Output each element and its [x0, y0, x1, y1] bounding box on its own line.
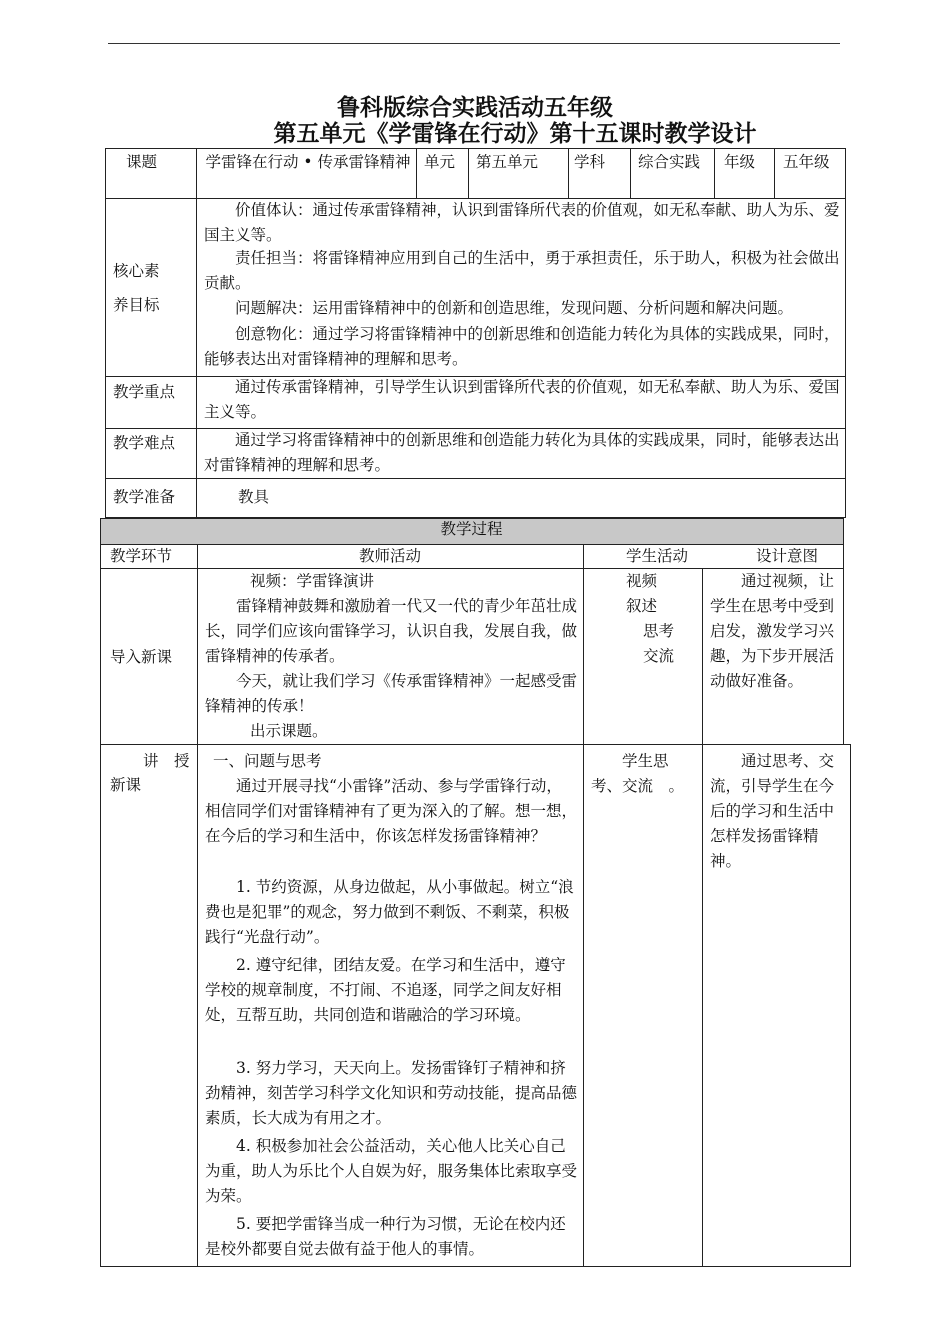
- intro-student-2: 叙述: [626, 597, 658, 615]
- difficulty-text: 通过学习将雷锋精神中的创新思维和创造能力转化为具体的实践成果，同时，能够表达出对雷锋精神的理解和思考。: [204, 431, 840, 474]
- intro-stage: 导入新课: [110, 648, 173, 666]
- core-goal-value: 价值体认：通过传承雷锋精神，认识到雷锋所代表的价值观，如无私奉献、助人为乐、爱国主义等。: [204, 201, 840, 244]
- core-goals-label: 核心素养目标: [113, 262, 160, 314]
- lesson-item-5: 5. 要把学雷锋当成一种行为习惯，无论在校内还是校外都要自觉去做有益于他人的事情。: [205, 1215, 566, 1258]
- intro-paragraph: 雷锋精神鼓舞和激励着一代又一代的青少年茁壮成长，同学们应该向雷锋学习，认识自我，发展自我，做雷锋精神的传承者。: [205, 597, 578, 665]
- lesson-stage-2: 新课: [110, 776, 142, 794]
- prep-text: 教具: [238, 488, 270, 506]
- prep-label: 教学准备: [113, 488, 176, 506]
- lesson-heading: 一、问题与思考: [213, 752, 322, 770]
- grade-label: 年级: [724, 153, 756, 171]
- process-header: 教学过程: [440, 520, 503, 538]
- intro-student-3: 思考: [643, 622, 675, 640]
- lesson-item-2: 2. 遵守纪律，团结友爱。在学习和生活中，遵守学校的规章制度，不打闹、不追逐，同学之间友好相处，互帮互助，共同创造和谐融洽的学习环境。: [205, 956, 566, 1024]
- subject-value: 综合实践: [638, 153, 701, 171]
- subject-label: 学科: [574, 153, 606, 171]
- intro-student-1: 视频: [626, 572, 658, 590]
- lesson-design: 通过思考、交流，引导学生在今后的学习和生活中怎样发扬雷锋精神。: [710, 752, 835, 870]
- col-stage: 教学环节: [110, 547, 173, 565]
- key-point-text: 通过传承雷锋精神，引导学生认识到雷锋所代表的价值观，如无私奉献、助人为乐、爱国主义等。: [204, 378, 840, 421]
- topic-value: 学雷锋在行动 • 传承雷锋精神: [205, 153, 411, 171]
- intro-video: 视频：学雷锋演讲: [250, 572, 375, 590]
- lesson-item-4: 4. 积极参加社会公益活动，关心他人比关心自己为重，助人为乐比个人自娱为好，服务集体比索取享受为荣。: [205, 1137, 578, 1205]
- lesson-item-3: 3. 努力学习，天天向上。发扬雷锋钉子精神和挤劲精神，刻苦学习科学文化知识和劳动技能，提高品德素质，长大成为有用之才。: [205, 1059, 578, 1127]
- intro-student-4: 交流: [643, 647, 675, 665]
- intro-show-title: 出示课题。: [250, 722, 328, 740]
- col-design: 设计意图: [756, 547, 819, 565]
- unit-value: 第五单元: [476, 153, 539, 171]
- col-student: 学生活动: [626, 547, 689, 565]
- doc-title: 鲁科版综合实践活动五年级: [337, 95, 613, 121]
- core-goal-creativity: 创意物化：通过学习将雷锋精神中的创新思维和创造能力转化为具体的实践成果，同时，能够表达出对雷锋精神的理解和思考。: [204, 325, 840, 368]
- lesson-stage-1: 讲 授: [143, 752, 190, 770]
- unit-label: 单元: [424, 153, 456, 171]
- doc-subtitle: 第五单元《学雷锋在行动》第十五课时教学设计: [273, 121, 757, 147]
- difficulty-label: 教学难点: [113, 434, 176, 452]
- col-teacher: 教师活动: [358, 547, 421, 565]
- lesson-item-1: 1. 节约资源，从身边做起，从小事做起。树立“浪费也是犯罪”的观念，努力做到不剩饭、不剩菜，积极践行“光盘行动”。: [205, 878, 574, 946]
- lesson-intro: 通过开展寻找“小雷锋”活动、参与学雷锋行动，相信同学们对雷锋精神有了更为深入的了解。想一想，在今后的学习和生活中，你该怎样发扬雷锋精神？: [205, 777, 578, 845]
- core-goal-problem-solving: 问题解决：运用雷锋精神中的创新和创造思维，发现问题、分析问题和解决问题。: [235, 299, 794, 317]
- grade-value: 五年级: [783, 153, 830, 171]
- intro-today: 今天，就让我们学习《传承雷锋精神》一起感受雷锋精神的传承！: [205, 672, 578, 715]
- key-point-label: 教学重点: [113, 383, 176, 401]
- lesson-student: 学生思考、交流 。: [591, 752, 685, 795]
- intro-design: 通过视频，让学生在思考中受到启发，激发学习兴趣，为下步开展活动做好准备。: [710, 572, 835, 690]
- header-rule: [108, 43, 840, 44]
- topic-label: 课题: [126, 153, 158, 171]
- core-goal-responsibility: 责任担当：将雷锋精神应用到自己的生活中，勇于承担责任，乐于助人，积极为社会做出贡献。: [204, 249, 840, 292]
